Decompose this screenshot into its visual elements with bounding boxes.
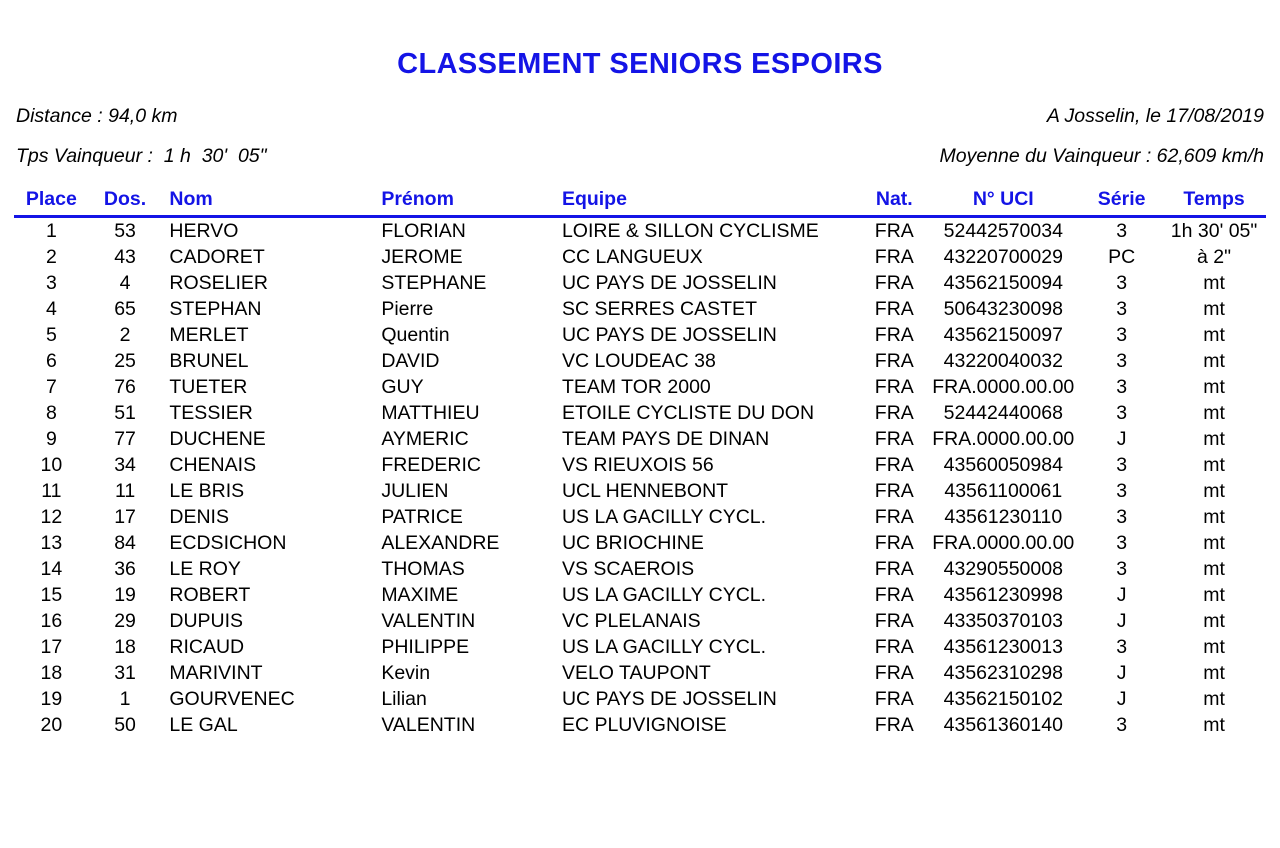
table-row (14, 478, 1266, 504)
cell-nom: DUCHENE (169, 427, 266, 450)
cell-dos: 18 (114, 635, 136, 658)
cell-serie: J (1116, 609, 1127, 632)
cell-uci: 52442440068 (943, 401, 1063, 424)
cell-uci: 43220700029 (943, 245, 1063, 268)
table-row (14, 608, 1266, 634)
cell-equipe: ETOILE CYCLISTE DU DON (561, 401, 815, 424)
cell-serie: 3 (1116, 713, 1128, 736)
cell-serie: J (1116, 661, 1127, 684)
cell-uci: 43562150094 (943, 271, 1063, 294)
cell-equipe: UCL HENNEBONT (561, 479, 729, 502)
cell-nom: DUPUIS (169, 609, 244, 632)
cell-uci: 43561230110 (944, 505, 1063, 528)
table-row (14, 530, 1266, 556)
cell-serie: 3 (1116, 297, 1128, 320)
cell-nom: STEPHAN (169, 297, 262, 320)
cell-prenom: Pierre (381, 297, 434, 320)
cell-place: 12 (40, 505, 63, 528)
table-row (14, 244, 1266, 270)
cell-dos: 50 (114, 713, 136, 736)
cell-equipe: UC BRIOCHINE (561, 531, 704, 554)
cell-serie: 3 (1116, 375, 1128, 398)
cell-serie: 3 (1116, 271, 1128, 294)
cell-serie: J (1116, 687, 1127, 710)
page-title: CLASSEMENT SENIORS ESPOIRS (397, 48, 883, 80)
cell-temps: mt (1203, 297, 1225, 320)
cell-uci: FRA.0000.00.00 (932, 531, 1075, 554)
cell-equipe: US LA GACILLY CYCL. (561, 635, 767, 658)
cell-serie: J (1116, 583, 1127, 606)
table-row (14, 452, 1266, 478)
cell-temps: mt (1203, 505, 1225, 528)
cell-dos: 34 (114, 453, 136, 476)
table-row (14, 686, 1266, 712)
cell-nat: FRA (874, 349, 914, 372)
cell-dos: 43 (114, 245, 136, 268)
cell-nom: ROSELIER (169, 271, 269, 294)
table-row (14, 504, 1266, 530)
table-row (14, 634, 1266, 660)
cell-uci: 43562310298 (943, 661, 1063, 684)
cell-uci: 50643230098 (943, 297, 1063, 320)
cell-temps: mt (1203, 635, 1225, 658)
cell-nom: DENIS (169, 505, 229, 528)
cell-place: 16 (40, 609, 63, 632)
cell-dos: 51 (114, 401, 136, 424)
cell-nat: FRA (874, 479, 914, 502)
cell-serie: 3 (1116, 349, 1128, 372)
cell-equipe: UC PAYS DE JOSSELIN (561, 323, 777, 346)
cell-serie: 3 (1116, 323, 1128, 346)
results-table-body (14, 217, 1266, 739)
results-document (0, 48, 1280, 848)
cell-uci: 43561230013 (943, 635, 1063, 658)
cell-prenom: PHILIPPE (381, 635, 470, 658)
cell-temps: mt (1203, 271, 1225, 294)
cell-dos: 4 (119, 271, 131, 294)
cell-nat: FRA (874, 531, 914, 554)
cell-uci: 43350370103 (943, 609, 1063, 632)
table-row (14, 296, 1266, 322)
cell-equipe: LOIRE & SILLON CYCLISME (561, 219, 819, 242)
cell-prenom: ALEXANDRE (381, 531, 500, 554)
table-row (14, 556, 1266, 582)
cell-dos: 17 (114, 505, 136, 528)
cell-prenom: FREDERIC (381, 453, 481, 476)
table-row (14, 348, 1266, 374)
cell-nom: LE GAL (169, 713, 238, 736)
column-header-serie: Série (1081, 188, 1162, 217)
cell-dos: 31 (114, 661, 136, 684)
cell-equipe: CC LANGUEUX (561, 245, 703, 268)
cell-place: 9 (45, 427, 57, 450)
cell-temps: mt (1203, 375, 1225, 398)
cell-dos: 84 (114, 531, 136, 554)
cell-place: 7 (45, 375, 57, 398)
column-header-equipe: Equipe (558, 188, 863, 217)
cell-prenom: GUY (381, 375, 424, 398)
cell-dos: 1 (119, 687, 131, 710)
winner-average-label: Moyenne du Vainqueur : 62,609 km/h (939, 145, 1264, 167)
cell-nom: GOURVENEC (169, 687, 295, 710)
results-table-header (14, 188, 1266, 217)
cell-uci: 43561100061 (944, 479, 1063, 502)
cell-place: 18 (40, 661, 63, 684)
cell-uci: 43290550008 (943, 557, 1063, 580)
cell-equipe: UC PAYS DE JOSSELIN (561, 271, 777, 294)
cell-dos: 11 (114, 479, 136, 502)
cell-nom: MERLET (169, 323, 249, 346)
cell-nom: HERVO (169, 219, 239, 242)
cell-place: 13 (40, 531, 63, 554)
cell-nom: LE BRIS (169, 479, 245, 502)
cell-nom: RICAUD (169, 635, 245, 658)
cell-nat: FRA (874, 687, 914, 710)
cell-prenom: MATTHIEU (381, 401, 480, 424)
cell-place: 14 (40, 557, 63, 580)
winner-time-label: Tps Vainqueur : 1 h 30' 05" (16, 145, 267, 167)
cell-serie: 3 (1116, 219, 1128, 242)
cell-nom: TUETER (169, 375, 248, 398)
cell-prenom: PATRICE (381, 505, 463, 528)
cell-nat: FRA (874, 453, 914, 476)
meta-row-winner (14, 145, 1266, 168)
cell-place: 20 (40, 713, 63, 736)
cell-temps: mt (1203, 349, 1225, 372)
cell-temps: mt (1203, 323, 1225, 346)
cell-uci: FRA.0000.00.00 (932, 375, 1075, 398)
cell-dos: 53 (114, 219, 136, 242)
cell-temps: mt (1203, 453, 1225, 476)
cell-nat: FRA (874, 271, 914, 294)
cell-equipe: VC PLELANAIS (561, 609, 701, 632)
cell-equipe: UC PAYS DE JOSSELIN (561, 687, 777, 710)
cell-prenom: Quentin (381, 323, 450, 346)
cell-equipe: TEAM PAYS DE DINAN (561, 427, 770, 450)
cell-nat: FRA (874, 427, 914, 450)
cell-prenom: Kevin (381, 661, 431, 684)
cell-uci: 43562150097 (943, 323, 1063, 346)
cell-nom: LE ROY (169, 557, 241, 580)
cell-place: 17 (40, 635, 63, 658)
column-header-dossard: Dos. (89, 188, 162, 217)
cell-nat: FRA (874, 713, 914, 736)
cell-nom: CHENAIS (169, 453, 257, 476)
cell-nat: FRA (874, 505, 914, 528)
cell-temps: mt (1203, 713, 1225, 736)
column-header-temps: Temps (1162, 188, 1266, 217)
cell-uci: FRA.0000.00.00 (932, 427, 1075, 450)
cell-nom: MARIVINT (169, 661, 263, 684)
cell-temps: mt (1203, 427, 1225, 450)
cell-temps: 1h 30' 05" (1170, 219, 1258, 242)
cell-temps: mt (1203, 479, 1225, 502)
cell-prenom: VALENTIN (381, 609, 476, 632)
cell-prenom: JULIEN (381, 479, 449, 502)
cell-dos: 36 (114, 557, 136, 580)
cell-nat: FRA (874, 375, 914, 398)
table-row (14, 270, 1266, 296)
cell-nom: CADORET (169, 245, 265, 268)
cell-nat: FRA (874, 323, 914, 346)
cell-uci: 43562150102 (943, 687, 1063, 710)
cell-place: 1 (45, 219, 57, 242)
cell-nat: FRA (874, 401, 914, 424)
cell-temps: mt (1203, 687, 1225, 710)
cell-nat: FRA (874, 609, 914, 632)
cell-serie: PC (1108, 245, 1136, 268)
cell-prenom: DAVID (381, 349, 440, 372)
cell-temps: mt (1203, 557, 1225, 580)
cell-dos: 77 (114, 427, 136, 450)
header-row (14, 188, 1266, 217)
table-row (14, 712, 1266, 738)
cell-place: 15 (40, 583, 63, 606)
cell-equipe: TEAM TOR 2000 (561, 375, 711, 398)
cell-temps: à 2" (1197, 245, 1232, 268)
cell-place: 10 (40, 453, 63, 476)
cell-place: 4 (45, 297, 57, 320)
cell-equipe: VC LOUDEAC 38 (561, 349, 716, 372)
cell-equipe: VS RIEUXOIS 56 (561, 453, 714, 476)
meta-row-distance (14, 105, 1266, 128)
location-date-label: A Josselin, le 17/08/2019 (1046, 105, 1264, 127)
table-row (14, 400, 1266, 426)
cell-dos: 29 (114, 609, 136, 632)
cell-nom: ROBERT (169, 583, 251, 606)
column-header-nom: Nom (161, 188, 377, 217)
column-header-nat: Nat. (863, 188, 925, 217)
cell-nat: FRA (874, 219, 914, 242)
cell-prenom: JEROME (381, 245, 463, 268)
cell-equipe: VELO TAUPONT (561, 661, 711, 684)
cell-temps: mt (1203, 661, 1225, 684)
cell-nat: FRA (874, 557, 914, 580)
column-header-uci: N° UCI (925, 188, 1081, 217)
cell-nom: ECDSICHON (169, 531, 287, 554)
cell-place: 3 (45, 271, 57, 294)
cell-serie: 3 (1116, 453, 1128, 476)
cell-prenom: Lilian (381, 687, 427, 710)
column-header-place: Place (14, 188, 89, 217)
cell-serie: 3 (1116, 635, 1128, 658)
cell-temps: mt (1203, 583, 1225, 606)
cell-prenom: FLORIAN (381, 219, 466, 242)
cell-prenom: VALENTIN (381, 713, 476, 736)
cell-nat: FRA (874, 635, 914, 658)
cell-prenom: AYMERIC (381, 427, 469, 450)
distance-label: Distance : 94,0 km (16, 105, 178, 127)
cell-serie: 3 (1116, 401, 1128, 424)
cell-temps: mt (1203, 531, 1225, 554)
cell-nat: FRA (874, 245, 914, 268)
cell-serie: 3 (1116, 557, 1128, 580)
cell-temps: mt (1203, 401, 1225, 424)
cell-equipe: US LA GACILLY CYCL. (561, 505, 767, 528)
cell-equipe: US LA GACILLY CYCL. (561, 583, 767, 606)
cell-temps: mt (1203, 609, 1225, 632)
cell-equipe: SC SERRES CASTET (561, 297, 757, 320)
cell-serie: 3 (1116, 505, 1128, 528)
cell-nom: TESSIER (169, 401, 253, 424)
cell-uci: 43561230998 (943, 583, 1063, 606)
cell-uci: 43220040032 (943, 349, 1063, 372)
cell-dos: 19 (114, 583, 136, 606)
results-table (14, 188, 1266, 738)
cell-nat: FRA (874, 297, 914, 320)
cell-place: 6 (45, 349, 57, 372)
cell-serie: J (1116, 427, 1127, 450)
cell-nat: FRA (874, 661, 914, 684)
cell-place: 2 (45, 245, 57, 268)
cell-dos: 25 (114, 349, 136, 372)
cell-nom: BRUNEL (169, 349, 249, 372)
table-row (14, 322, 1266, 348)
cell-dos: 76 (114, 375, 136, 398)
cell-place: 11 (41, 479, 62, 502)
cell-prenom: STEPHANE (381, 271, 487, 294)
cell-uci: 43560050984 (943, 453, 1063, 476)
cell-uci: 52442570034 (943, 219, 1063, 242)
cell-equipe: VS SCAEROIS (561, 557, 695, 580)
cell-nat: FRA (874, 583, 914, 606)
cell-serie: 3 (1116, 479, 1128, 502)
cell-place: 8 (45, 401, 57, 424)
cell-prenom: MAXIME (381, 583, 459, 606)
cell-place: 5 (45, 323, 57, 346)
cell-prenom: THOMAS (381, 557, 465, 580)
table-row (14, 426, 1266, 452)
table-row (14, 582, 1266, 608)
table-row (14, 374, 1266, 400)
table-row (14, 660, 1266, 686)
table-row (14, 217, 1266, 245)
cell-equipe: EC PLUVIGNOISE (561, 713, 727, 736)
column-header-prenom: Prénom (377, 188, 558, 217)
cell-dos: 65 (114, 297, 136, 320)
cell-dos: 2 (119, 323, 131, 346)
cell-uci: 43561360140 (943, 713, 1063, 736)
cell-place: 19 (40, 687, 63, 710)
cell-serie: 3 (1116, 531, 1128, 554)
